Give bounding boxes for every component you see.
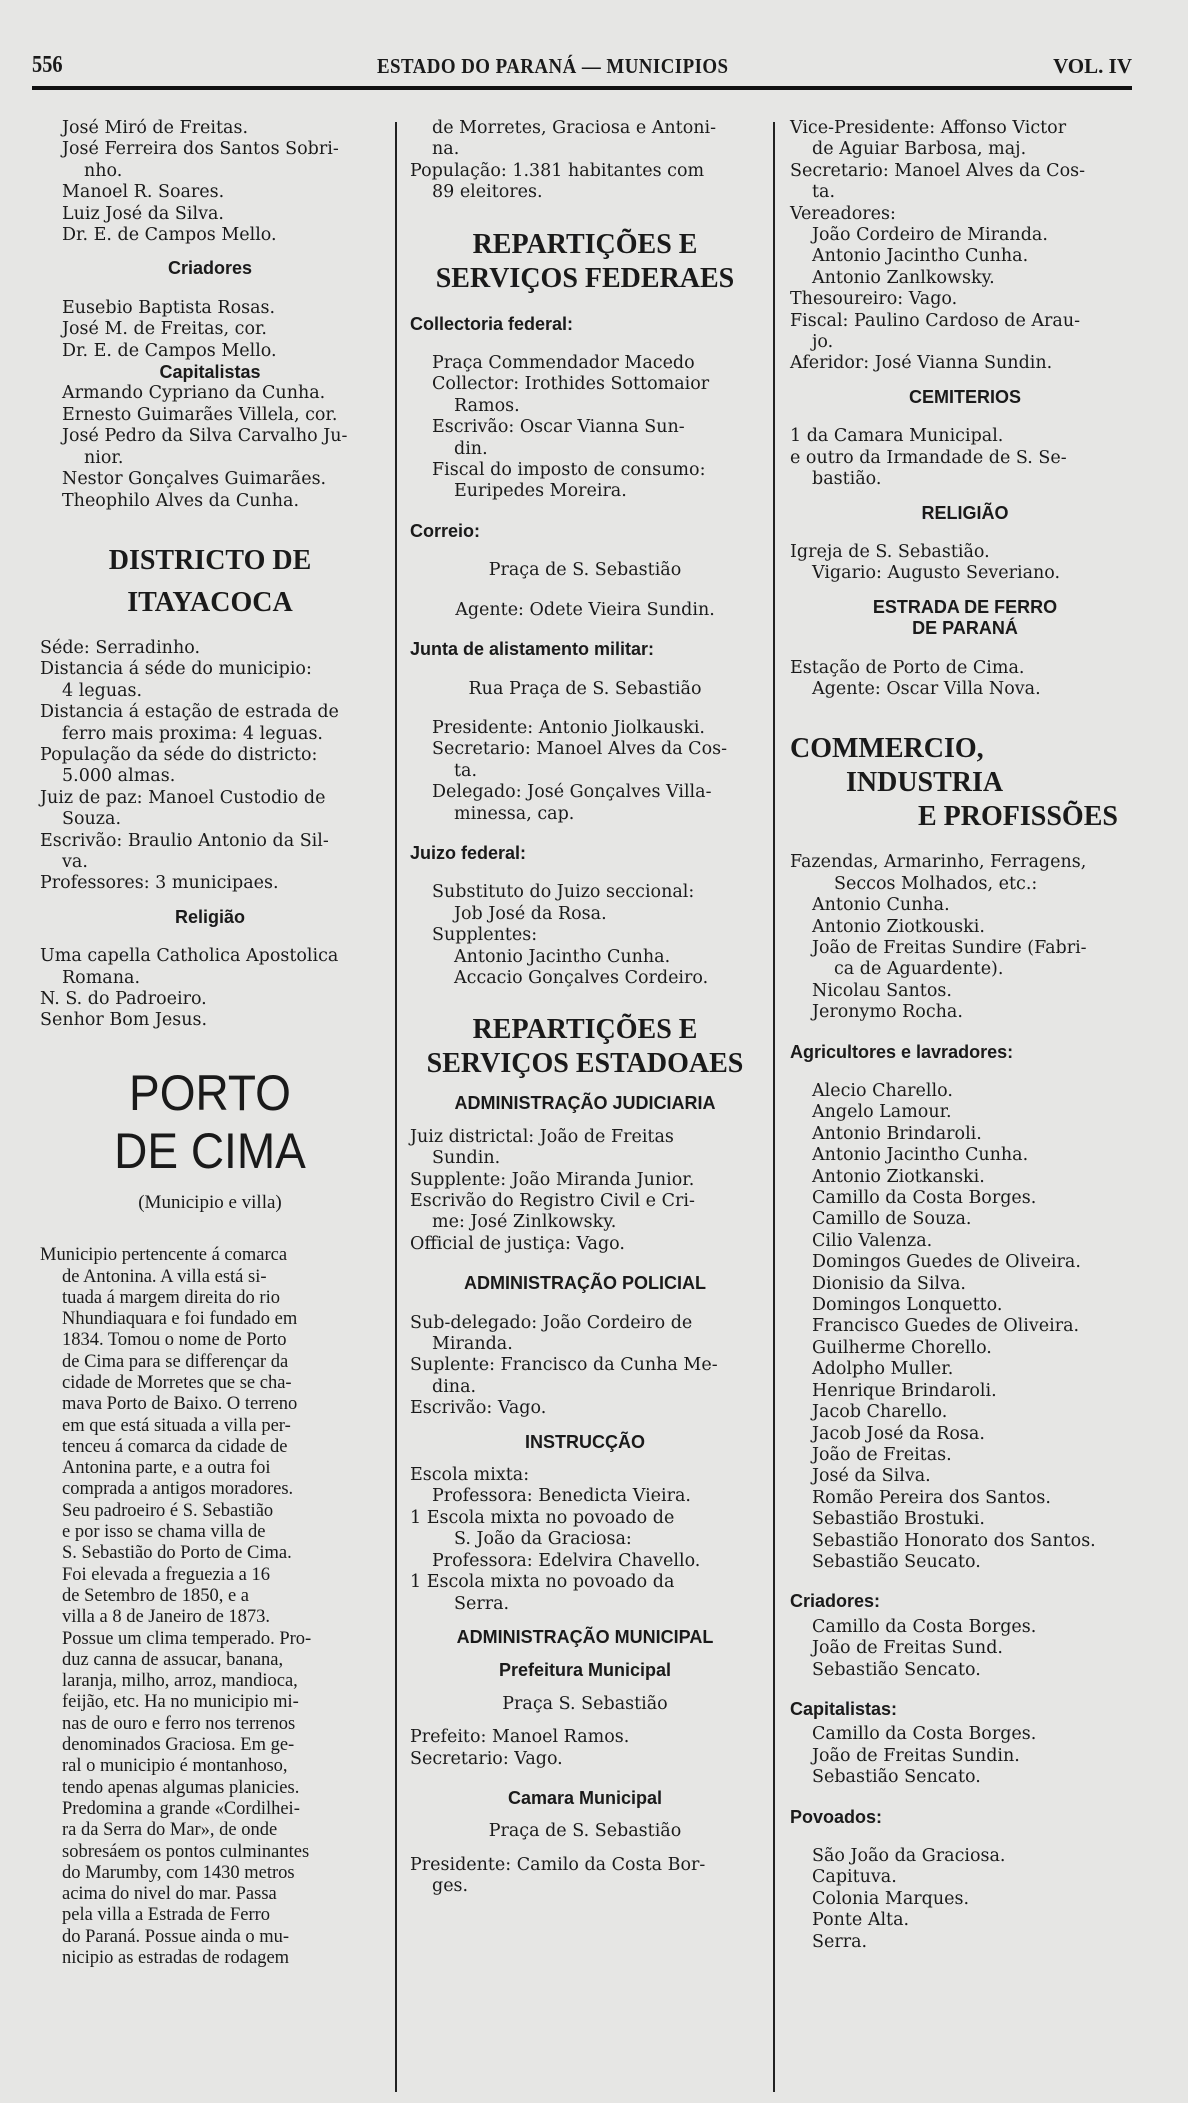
text-line: Agente: Odete Vieira Sundin.: [455, 599, 715, 620]
text-line: População: 1.381 habitantes com: [410, 160, 705, 181]
text-line: Agente: Oscar Villa Nova.: [812, 678, 1041, 699]
text-line: José M. de Freitas, cor.: [62, 319, 267, 340]
column-1: [40, 118, 380, 1969]
text-line: Igreja de S. Sebastião.: [790, 541, 990, 562]
section-heading: DE PARANÁ: [912, 618, 1018, 639]
text-line: e outro da Irmandade de S. Se-: [790, 447, 1067, 468]
paragraph-line: e por isso se chama villa de: [62, 1522, 266, 1543]
paragraph-line: pela villa a Estrada de Ferro: [62, 1905, 271, 1926]
list-item: Domingos Lonquetto.: [812, 1295, 1003, 1316]
list-item: Sebastião Honorato dos Santos.: [812, 1530, 1096, 1551]
list-item: Camillo da Costa Borges.: [812, 1616, 1037, 1637]
subsection-heading: Correio:: [410, 520, 481, 541]
text-line: José Miró de Freitas.: [62, 118, 249, 138]
text-line: João Cordeiro de Miranda.: [812, 225, 1048, 246]
column-divider-1: [395, 122, 397, 2092]
list-item: João de Freitas.: [812, 1444, 952, 1465]
text-line: Dr. E. de Campos Mello.: [62, 340, 277, 361]
text-line: Uma capella Catholica Apostolica: [40, 946, 339, 967]
text-line: ta.: [454, 760, 478, 781]
agricultores-list: [790, 1081, 1140, 1573]
paragraph-line: tuada á margem direita do rio: [62, 1287, 280, 1308]
district-title: DISTRICTO DE: [108, 544, 312, 576]
text-line: nior.: [84, 447, 124, 468]
list-item: Ponte Alta.: [812, 1910, 910, 1931]
text-line: dina.: [432, 1376, 477, 1397]
text-line: Secretario: Manoel Alves da Cos-: [432, 739, 728, 760]
list-item: Sebastião Seucato.: [812, 1551, 981, 1572]
volume-label: VOL. IV: [1053, 54, 1132, 78]
subsection-heading: Agricultores e lavradores:: [790, 1041, 1014, 1062]
paragraph-line: 1834. Tomou o nome de Porto: [62, 1330, 287, 1351]
text-line: 1 Escola mixta no povoado da: [410, 1572, 675, 1593]
list-item: Sebastião Sencato.: [812, 1767, 981, 1788]
text-line: Secretario: Vago.: [410, 1748, 563, 1769]
text-line: Miranda.: [432, 1334, 513, 1355]
list-item: Antonio Ziotkouski.: [812, 916, 985, 937]
list-item: Guilherme Chorello.: [812, 1337, 992, 1358]
text-line: José Pedro da Silva Carvalho Ju-: [62, 426, 348, 447]
text-line: Luiz José da Silva.: [62, 203, 224, 224]
text-line: Dr. E. de Campos Mello.: [62, 225, 277, 246]
list-item: Jeronymo Rocha.: [812, 1002, 963, 1023]
text-line: Séde: Serradinho.: [40, 637, 201, 658]
section-heading: RELIGIÃO: [921, 502, 1009, 523]
text-line: din.: [454, 438, 488, 459]
paragraph-line: cidade de Morretes que se cha-: [62, 1373, 292, 1393]
paragraph-line: nicipio as estradas de rodagem: [62, 1948, 290, 1969]
text-line: Professores: 3 municipaes.: [40, 873, 279, 894]
paragraph-line: ra da Serra do Mar», de onde: [62, 1820, 278, 1841]
text-line: Seccos Molhados, etc.:: [834, 873, 1038, 894]
section-title: SERVIÇOS ESTADOAES: [426, 1048, 744, 1080]
list-item: São João da Graciosa.: [812, 1846, 1006, 1866]
text-line: Ramos.: [454, 395, 520, 416]
text-line: Vereadores:: [790, 203, 896, 224]
paragraph-line: S. Sebastião do Porto de Cima.: [62, 1543, 292, 1564]
list-item: Capituva.: [812, 1867, 897, 1888]
text-line: Fazendas, Armarinho, Ferragens,: [790, 852, 1087, 873]
text-line: Distancia á estação de estrada de: [40, 702, 339, 723]
text-line: Secretario: Manoel Alves da Cos-: [790, 160, 1086, 181]
text-line: Armando Cypriano da Cunha.: [62, 383, 326, 404]
paragraph-line: laranja, milho, arroz, mandioca,: [62, 1671, 298, 1692]
text-line: Theophilo Alves da Cunha.: [62, 490, 300, 511]
municipality-subtitle: (Municipio e villa): [138, 1191, 282, 1213]
paragraph-line: Seu padroeiro é S. Sebastião: [62, 1500, 274, 1521]
subsection-heading: Prefeitura Municipal: [498, 1660, 672, 1681]
text-line: Antonio Jacintho Cunha.: [454, 946, 671, 967]
paragraph-line: ral o municipio é montanhoso,: [62, 1756, 288, 1777]
list-item: Camillo da Costa Borges.: [812, 1188, 1037, 1209]
paragraph-line: do Paraná. Possue ainda o mu-: [62, 1926, 290, 1947]
paragraph-line: de Antonina. A villa está si-: [62, 1266, 267, 1287]
text-line: Nestor Gonçalves Guimarães.: [62, 469, 327, 490]
section-title: SERVIÇOS FEDERAES: [435, 262, 735, 294]
text-line: Thesoureiro: Vago.: [790, 289, 958, 310]
section-title: COMMERCIO,: [790, 733, 984, 765]
list-item: Camillo de Souza.: [812, 1209, 972, 1230]
text-line: Eusebio Baptista Rosas.: [62, 297, 276, 318]
list-item: Romão Pereira dos Santos.: [812, 1487, 1051, 1508]
subsection-heading: Capitalistas:: [790, 1698, 898, 1719]
text-line: ta.: [812, 182, 836, 203]
section-heading: Criadores: [167, 258, 253, 279]
subsection-heading: Junta de alistamento militar:: [410, 639, 655, 660]
list-item: João de Freitas Sundin.: [812, 1745, 1020, 1766]
section-heading: Religião: [174, 906, 245, 927]
text-line: Vigario: Augusto Severiano.: [812, 563, 1061, 584]
list-item: Francisco Guedes de Oliveira.: [812, 1316, 1080, 1337]
paragraph-line: comprada a antigos moradores.: [62, 1479, 294, 1500]
list-item: Jacob Charello.: [812, 1402, 948, 1423]
paragraph-line: villa a 8 de Janeiro de 1873.: [62, 1607, 271, 1628]
text-line: Presidente: Antonio Jiolkauski.: [432, 717, 705, 738]
text-line: Professora: Edelvira Chavello.: [432, 1550, 701, 1571]
section-title: E PROFISSÕES: [918, 801, 1118, 833]
column-2: [410, 118, 760, 1898]
text-line: va.: [62, 851, 88, 872]
page-number: 556: [32, 52, 63, 78]
paragraph-line: Possue um clima temperado. Pro-: [62, 1628, 312, 1649]
section-title: INDUSTRIA: [846, 767, 1004, 799]
text-line: S. João da Graciosa:: [454, 1529, 632, 1550]
list-item: Domingos Guedes de Oliveira.: [812, 1252, 1081, 1273]
municipality-title: DE CIMA: [114, 1122, 306, 1179]
paragraph-line: nas de ouro e ferro nos terrenos: [62, 1713, 296, 1734]
text-line: Souza.: [62, 809, 122, 830]
text-line: jo.: [812, 332, 834, 353]
text-line: Presidente: Camilo da Costa Bor-: [410, 1854, 706, 1875]
text-line: Escrivão: Oscar Vianna Sun-: [432, 417, 685, 438]
list-item: Camillo da Costa Borges.: [812, 1724, 1037, 1745]
text-line: 89 eleitores.: [432, 182, 543, 203]
subsection-heading: ADMINISTRAÇÃO MUNICIPAL: [456, 1626, 714, 1647]
text-line: Sub-delegado: João Cordeiro de: [410, 1312, 693, 1333]
list-item: Antonio Cunha.: [812, 895, 950, 916]
text-line: Juiz de paz: Manoel Custodio de: [40, 787, 326, 808]
text-line: Distancia á séde do municipio:: [40, 659, 312, 680]
text-line: População da séde do districto:: [40, 744, 318, 765]
list-item: Sebastião Brostuki.: [812, 1509, 985, 1530]
running-title: ESTADO DO PARANÁ — MUNICIPIOS: [377, 54, 729, 78]
text-line: bastião.: [812, 469, 882, 490]
text-line: Prefeito: Manoel Ramos.: [410, 1727, 630, 1748]
text-line: Accacio Gonçalves Cordeiro.: [454, 967, 709, 988]
text-line: Vice-Presidente: Affonso Victor: [790, 118, 1067, 138]
section-title: REPARTIÇÕES E: [472, 228, 698, 260]
paragraph-line: de Cima para se differençar da: [62, 1351, 289, 1372]
section-heading: CEMITERIOS: [908, 386, 1021, 407]
address: Praça Commendador Macedo: [432, 353, 695, 374]
text-line: Job José da Rosa.: [454, 903, 607, 924]
paragraph-line: acima do nivel do mar. Passa: [62, 1884, 277, 1905]
paragraph-line: sobresáem os pontos culminantes: [62, 1841, 310, 1862]
text-line: Sundin.: [432, 1148, 501, 1169]
paragraph-line: Foi elevada a freguezia a 16: [62, 1564, 271, 1585]
section-heading: ESTRADA DE FERRO: [872, 596, 1058, 617]
text-line: ferro mais proxima: 4 leguas.: [62, 723, 323, 744]
subsection-heading: INSTRUCÇÃO: [525, 1431, 645, 1452]
list-item: Cilio Valenza.: [812, 1230, 933, 1251]
list-item: Angelo Lamour.: [812, 1102, 952, 1123]
paragraph-line: de Setembro de 1850, e a: [62, 1585, 249, 1606]
list-item: ca de Aguardente).: [834, 959, 1004, 980]
subsection-heading: Povoados:: [790, 1806, 883, 1827]
text-line: Antonio Jacintho Cunha.: [812, 246, 1029, 267]
text-line: nho.: [84, 160, 123, 181]
list-item: João de Freitas Sund.: [812, 1638, 1003, 1659]
municipality-description: [40, 1245, 380, 1969]
subsection-heading: ADMINISTRAÇÃO POLICIAL: [464, 1273, 706, 1294]
paragraph-line: feijão, etc. Ha no municipio mi-: [62, 1692, 299, 1713]
list-item: Antonio Brindaroli.: [812, 1123, 982, 1144]
text-line: 1 da Camara Municipal.: [790, 426, 1004, 447]
list-item: Serra.: [812, 1931, 868, 1952]
text-line: Manoel R. Soares.: [62, 182, 225, 203]
text-line: Estação de Porto de Cima.: [790, 657, 1025, 678]
list-item: Antonio Jacintho Cunha.: [812, 1145, 1029, 1166]
subsection-heading: Camara Municipal: [507, 1787, 663, 1808]
text-line: 5.000 almas.: [62, 766, 176, 787]
text-line: ges.: [432, 1876, 469, 1897]
paragraph-line: denominados Graciosa. Em ge-: [62, 1735, 295, 1756]
text-line: Aferidor: José Vianna Sundin.: [790, 353, 1053, 374]
text-line: Serra.: [454, 1593, 510, 1614]
address: Praça de S. Sebastião: [488, 560, 682, 581]
text-line: Supplente: João Miranda Junior.: [410, 1169, 695, 1190]
list-item: Henrique Brindaroli.: [812, 1380, 997, 1401]
column-divider-2: [773, 122, 775, 2092]
subsection-heading: Collectoria federal:: [410, 313, 574, 334]
header-rule: [32, 86, 1132, 90]
section-heading: Capitalistas: [159, 362, 261, 383]
list-item: Jacob José da Rosa.: [812, 1423, 985, 1444]
subsection-heading: Criadores:: [790, 1591, 881, 1612]
text-line: na.: [432, 139, 460, 160]
list-item: José da Silva.: [812, 1466, 931, 1487]
paragraph-line: duz canna de assucar, banana,: [62, 1649, 284, 1670]
section-title: REPARTIÇÕES E: [472, 1014, 698, 1046]
text-line: Juiz districtal: João de Freitas: [410, 1126, 674, 1147]
text-line: me: José Zinlkowsky.: [432, 1212, 617, 1233]
paragraph-line: do Marumby, com 1430 metros: [62, 1862, 295, 1883]
list-item: Colonia Marques.: [812, 1888, 970, 1909]
list-item: Sebastião Sencato.: [812, 1659, 981, 1680]
text-line: Escrivão do Registro Civil e Cri-: [410, 1191, 695, 1211]
paragraph-line: Nhundiaquara e foi fundado em: [62, 1309, 298, 1330]
text-line: Escola mixta:: [410, 1465, 530, 1486]
text-line: Suplente: Francisco da Cunha Me-: [410, 1355, 718, 1376]
text-line: Official de justiça: Vago.: [410, 1233, 625, 1254]
text-line: minessa, cap.: [454, 803, 575, 824]
text-line: Escrivão: Vago.: [410, 1398, 547, 1419]
list-item: João de Freitas Sundire (Fabri-: [812, 937, 1087, 958]
text-line: de Morretes, Graciosa e Antoni-: [432, 118, 717, 138]
paragraph-line: Municipio pertencente á comarca: [40, 1245, 288, 1266]
text-line: José Ferreira dos Santos Sobri-: [62, 139, 339, 160]
subsection-heading: ADMINISTRAÇÃO JUDICIARIA: [454, 1093, 716, 1114]
paragraph-line: Antonina parte, e a outra foi: [62, 1458, 271, 1479]
municipality-title: PORTO: [129, 1064, 291, 1121]
text-line: Escrivão: Braulio Antonio da Sil-: [40, 830, 329, 851]
paragraph-line: em que está situada a villa per-: [62, 1415, 291, 1436]
text-line: 1 Escola mixta no povoado de: [410, 1507, 675, 1528]
text-line: Substituto do Juizo seccional:: [432, 882, 695, 903]
district-title: ITAYACOCA: [127, 586, 293, 618]
paragraph-line: Predomina a grande «Cordilhei-: [62, 1798, 300, 1819]
paragraph-line: tenceu á comarca da cidade de: [62, 1436, 288, 1457]
text-line: Fiscal do imposto de consumo:: [432, 460, 706, 481]
list-item: Dionisio da Silva.: [812, 1273, 966, 1294]
list-item: Nicolau Santos.: [812, 980, 952, 1001]
text-line: Fiscal: Paulino Cardoso de Arau-: [790, 310, 1081, 331]
subsection-heading: Juizo federal:: [410, 842, 527, 863]
list-item: Adolpho Muller.: [812, 1359, 954, 1380]
text-line: Senhor Bom Jesus.: [40, 1010, 208, 1031]
text-line: Ernesto Guimarães Villela, cor.: [62, 404, 338, 425]
paragraph-line: mava Porto de Baixo. O terreno: [62, 1394, 298, 1415]
text-line: Professora: Benedicta Vieira.: [432, 1486, 691, 1507]
text-line: N. S. do Padroeiro.: [40, 989, 207, 1009]
text-line: Euripedes Moreira.: [454, 481, 627, 502]
text-line: Antonio Zanlkowsky.: [812, 267, 995, 288]
text-line: Romana.: [62, 967, 141, 988]
address: Rua Praça de S. Sebastião: [468, 678, 702, 699]
list-item: Alecio Charello.: [812, 1081, 953, 1101]
text-line: 4 leguas.: [62, 680, 143, 701]
paragraph-line: tendo apenas algumas planicies.: [62, 1777, 300, 1798]
text-line: Collector: Irothides Sottomaior: [432, 374, 710, 395]
list-item: Antonio Ziotkanski.: [812, 1166, 985, 1187]
column-3: [790, 118, 1140, 1953]
address: Praça S. Sebastião: [502, 1693, 668, 1714]
text-line: Supplentes:: [432, 925, 538, 946]
text-line: Delegado: José Gonçalves Villa-: [432, 782, 712, 803]
address: Praça de S. Sebastião: [488, 1821, 682, 1842]
text-line: de Aguiar Barbosa, maj.: [812, 139, 1027, 160]
